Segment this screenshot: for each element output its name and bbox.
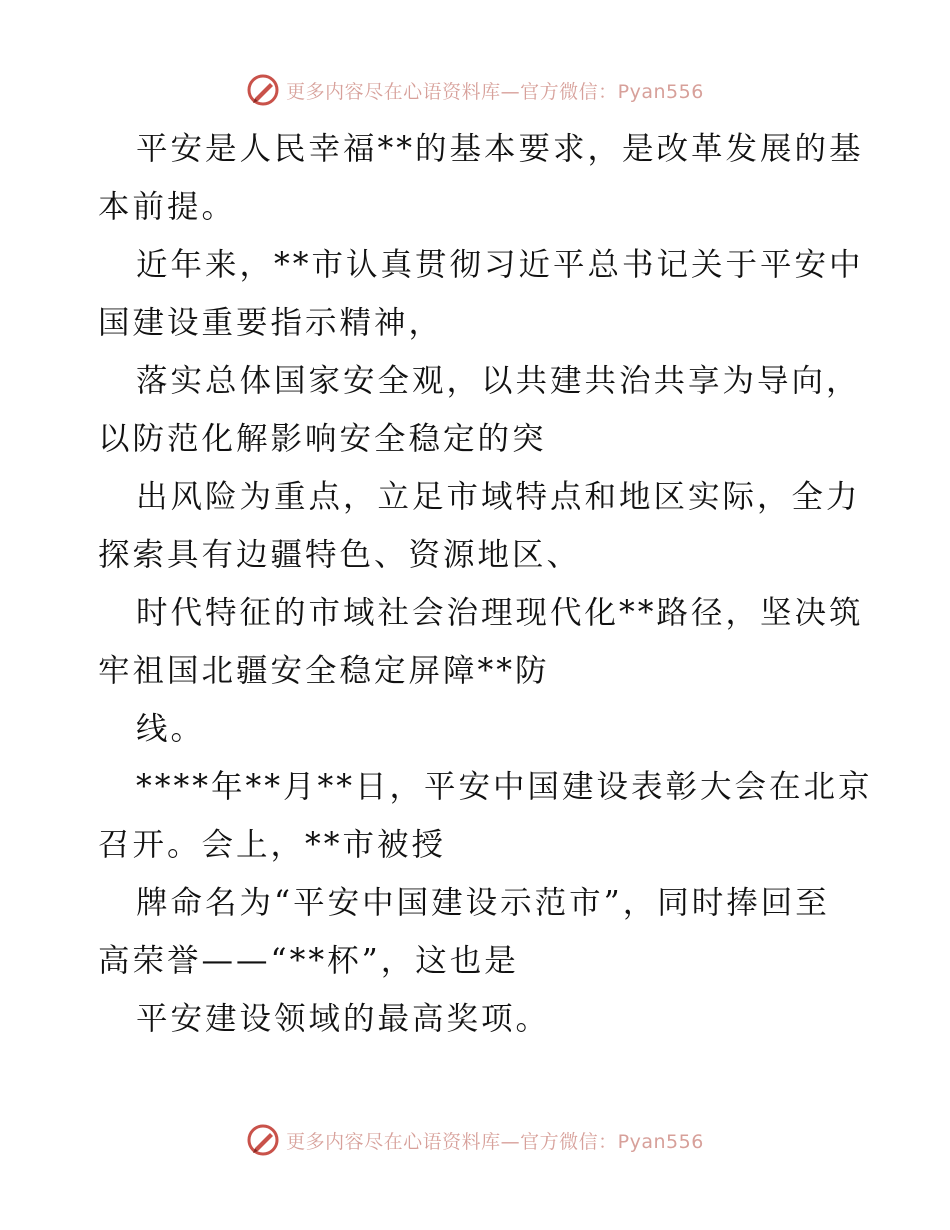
watermark-text: 更多内容尽在心语资料库—官方微信：Pyan556 xyxy=(286,1130,704,1153)
text-line: 高荣誉——“**杯”，这也是 xyxy=(98,943,519,979)
pen-logo-icon xyxy=(246,73,280,107)
paragraph xyxy=(98,352,861,468)
paragraph xyxy=(98,700,858,758)
text-line: 平安是人民幸福**的基本要求，是改革发展的基 xyxy=(136,131,864,167)
text-line: 召开。会上，**市被授 xyxy=(98,827,447,863)
paragraph xyxy=(98,236,864,352)
text-line: 国建设重要指示精神， xyxy=(98,305,444,341)
text-line: 出风险为重点，立足市域特点和地区实际，全力 xyxy=(136,479,861,515)
text-line: 平安建设领域的最高奖项。 xyxy=(136,1001,551,1037)
text-line: 本前提。 xyxy=(98,189,237,225)
text-line: 近年来，**市认真贯彻习近平总书记关于平安中 xyxy=(136,247,864,283)
text-line: 牌命名为“平安中国建设示范市”，同时捧回至 xyxy=(136,885,830,921)
header-watermark xyxy=(0,70,950,110)
paragraph xyxy=(98,758,873,874)
text-line: 以防范化解影响安全稳定的突 xyxy=(98,421,547,457)
text-line: 线。 xyxy=(136,711,206,747)
paragraph xyxy=(98,468,861,584)
footer-watermark xyxy=(0,1120,950,1160)
text-line: ****年**月**日，平安中国建设表彰大会在北京 xyxy=(136,769,873,805)
paragraph xyxy=(98,990,858,1048)
paragraph xyxy=(98,584,864,700)
document-body xyxy=(98,120,873,1048)
text-line: 落实总体国家安全观，以共建共治共享为导向， xyxy=(136,363,861,399)
text-line: 时代特征的市域社会治理现代化**路径，坚决筑 xyxy=(136,595,864,631)
text-line: 牢祖国北疆安全稳定屏障**防 xyxy=(98,653,550,689)
paragraph xyxy=(98,120,864,236)
pen-logo-icon xyxy=(246,1123,280,1157)
watermark-text: 更多内容尽在心语资料库—官方微信：Pyan556 xyxy=(286,80,704,103)
text-line: 探索具有边疆特色、资源地区、 xyxy=(98,537,582,573)
paragraph xyxy=(98,874,858,990)
